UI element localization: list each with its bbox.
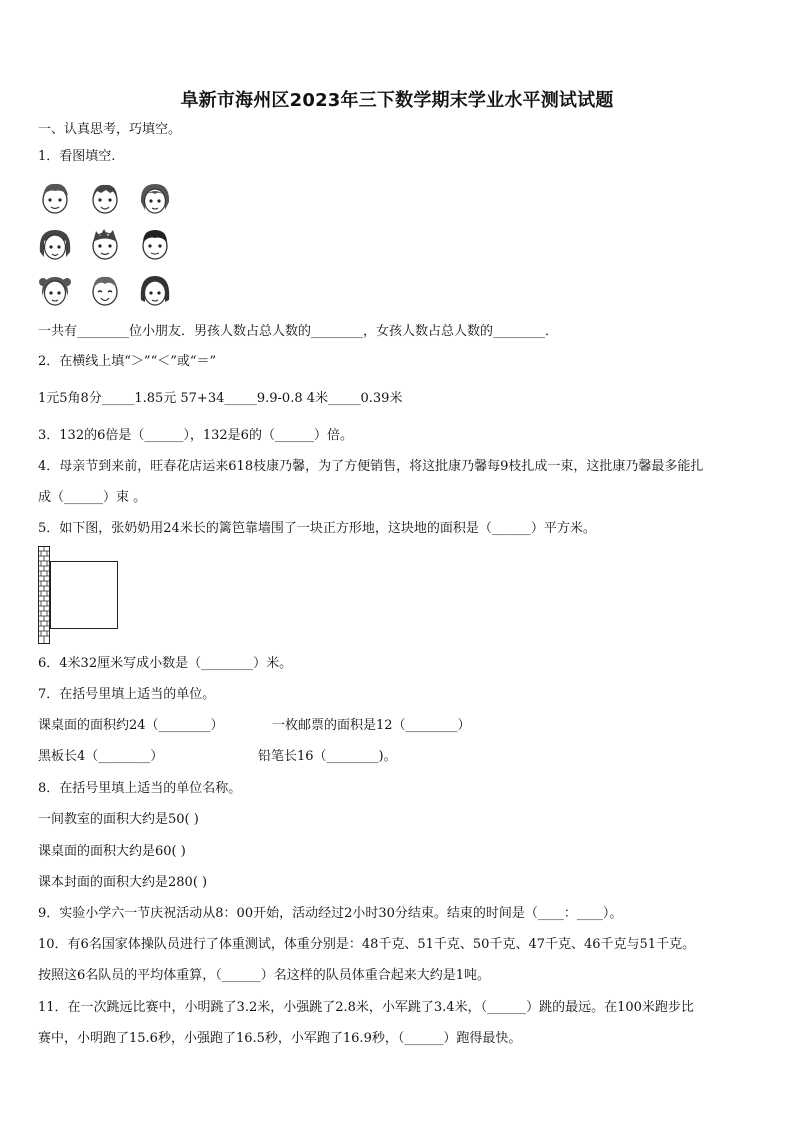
question-6: 6．4米32厘米写成小数是（________）米。	[38, 656, 293, 671]
question-11-line-1: 11．在一次跳远比赛中，小明跳了3.2米，小强跳了2.8米，小军跳了3.4米，（______）跳的最远。在100米跑步比	[38, 1000, 694, 1015]
question-2-heading: 2．在横线上填“＞”“＜”或“＝”	[38, 354, 217, 369]
girl-face-icon	[138, 272, 172, 308]
question-8-item-c: 课本封面的面积大约是280( )	[38, 875, 208, 890]
boy-face-icon	[88, 180, 122, 216]
question-7-item-b: 一枚邮票的面积是12（________）	[272, 718, 471, 733]
boy-face-icon	[88, 272, 122, 308]
question-10-line-2: 按照这6名队员的平均体重算，（______）名这样的队员体重合起来大约是1吨。	[38, 968, 491, 983]
children-faces-grid	[38, 180, 178, 308]
section-heading: 一、认真思考，巧填空。	[38, 122, 182, 137]
question-7-item-d: 铅笔长16（________)。	[258, 749, 397, 764]
question-8-item-b: 课桌面的面积大约是60( )	[38, 844, 186, 859]
question-7-heading: 7．在括号里填上适当的单位。	[38, 687, 216, 702]
boy-face-icon	[88, 226, 122, 262]
question-8-item-a: 一间教室的面积大约是50( )	[38, 812, 199, 827]
girl-face-icon	[38, 226, 72, 262]
question-4-line-2: 成（______）束 。	[38, 490, 147, 505]
girl-face-icon	[138, 180, 172, 216]
question-1-heading: 1．看图填空.	[38, 149, 116, 164]
boy-face-icon	[138, 226, 172, 262]
question-1-body: 一共有________位小朋友．男孩人数占总人数的________，女孩人数占总人数的________．	[38, 324, 559, 339]
question-3: 3．132的6倍是（______），132是6的（______）倍。	[38, 428, 353, 443]
question-4-line-1: 4．母亲节到来前，旺春花店运来618枝康乃馨，为了方便销售，将这批康乃馨每9枝扎成一束，这批康乃馨最多能扎	[38, 459, 704, 474]
boy-face-icon	[38, 180, 72, 216]
page-title: 阜新市海州区2023年三下数学期末学业水平测试试题	[180, 90, 614, 111]
brick-wall-figure	[38, 546, 50, 644]
square-plot-figure	[50, 561, 118, 629]
question-7-item-c: 黑板长4（________）	[38, 749, 164, 764]
girl-face-icon	[38, 272, 72, 308]
question-7-item-a: 课桌面的面积约24（________）	[38, 718, 224, 733]
question-10-line-1: 10．有6名国家体操队员进行了体重测试，体重分别是：48千克、51千克、50千克、47千克、46千克与51千克。	[38, 937, 696, 952]
question-2-body: 1元5角8分_____1.85元 57+34_____9.9-0.8 4米_____0.39米	[38, 391, 403, 406]
question-5: 5．如下图，张奶奶用24米长的篱笆靠墙围了一块正方形地，这块地的面积是（______）平方米。	[38, 521, 596, 536]
question-11-line-2: 赛中，小明跑了15.6秒，小强跑了16.5秒，小军跑了16.9秒，（______）跑得最快。	[38, 1031, 522, 1046]
question-8-heading: 8．在括号里填上适当的单位名称。	[38, 781, 242, 796]
question-9: 9．实验小学六一节庆祝活动从8：00开始，活动经过2小时30分结束。结束的时间是（____：____）。	[38, 906, 623, 921]
